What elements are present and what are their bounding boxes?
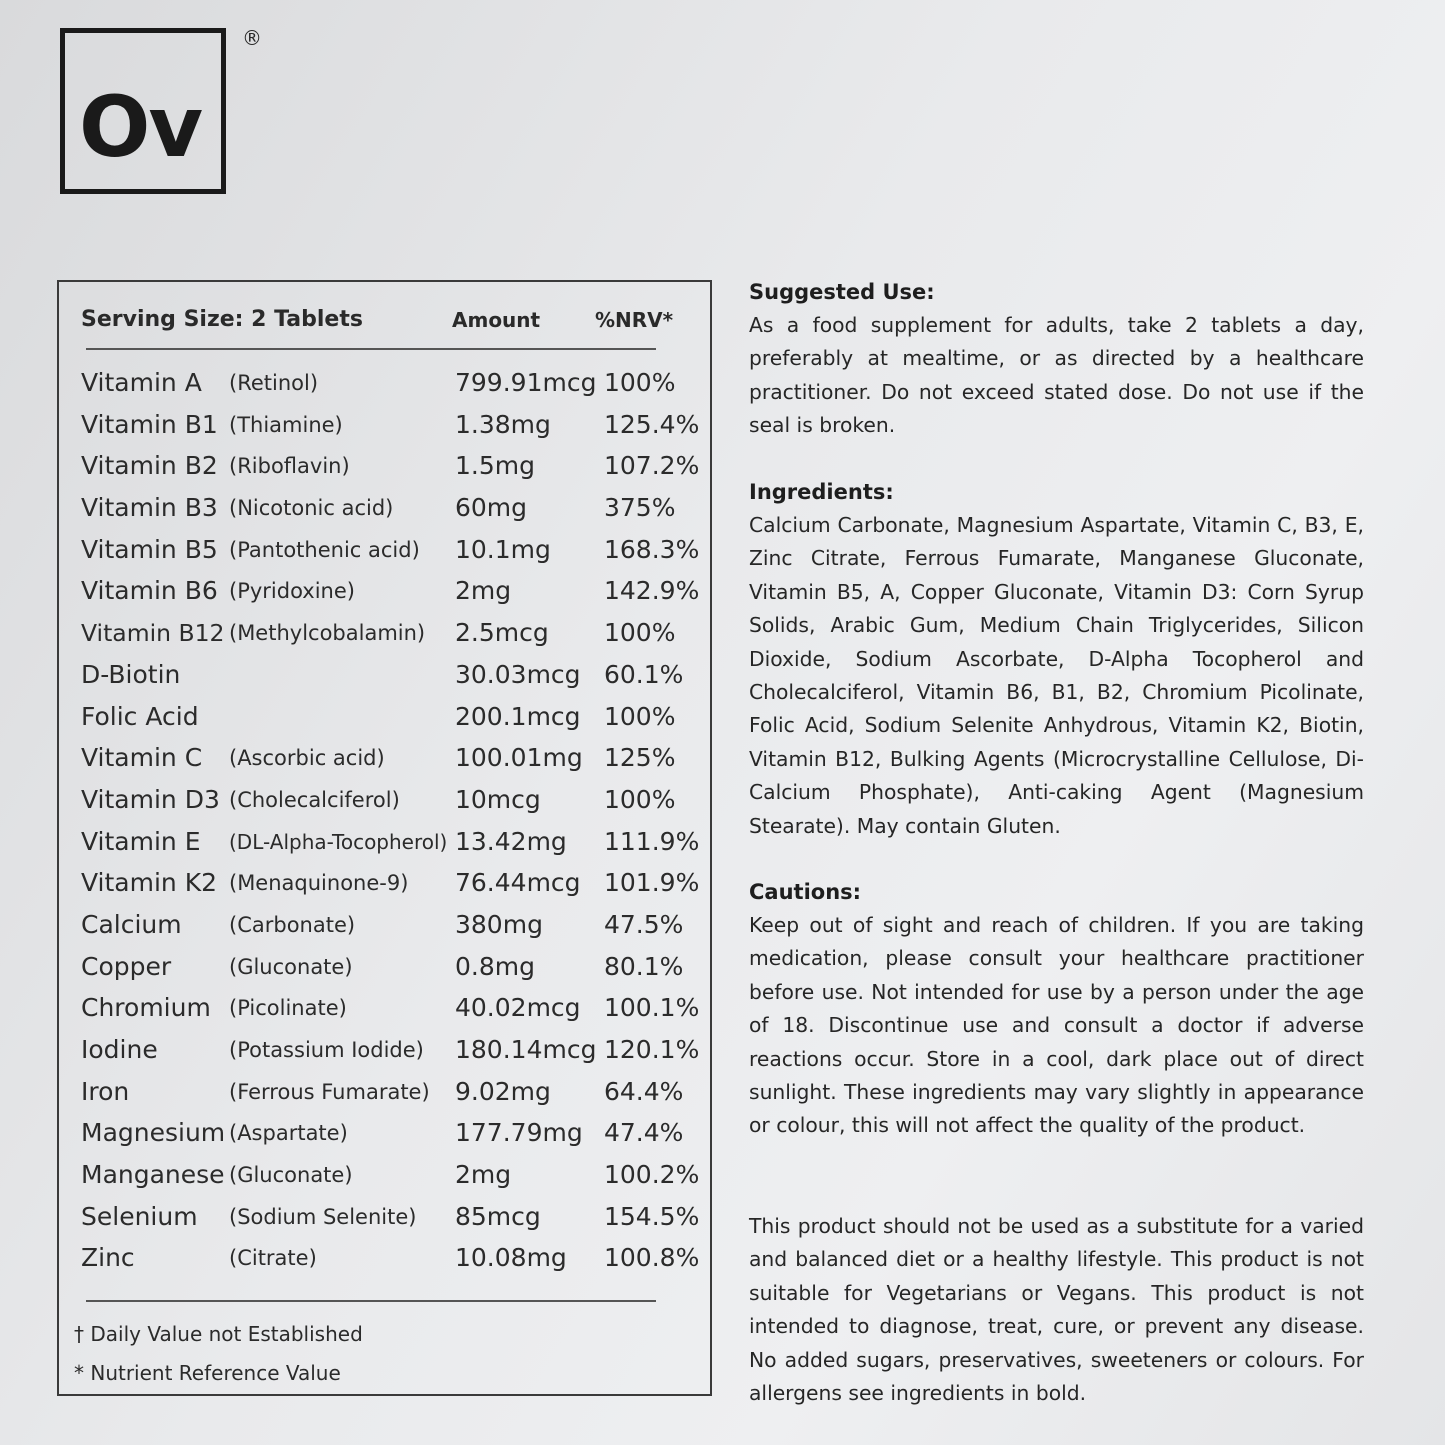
- nutrient-nrv: 120.1%: [604, 1035, 700, 1064]
- nutrient-name: Vitamin B6: [81, 576, 218, 606]
- nutrient-nrv: 60.1%: [604, 659, 684, 689]
- table-row: [59, 407, 714, 449]
- logo-text: Ov: [79, 78, 202, 176]
- cautions-title: Cautions:: [749, 880, 862, 904]
- table-row: [59, 1032, 714, 1074]
- nutrient-amount: 30.03mcg: [455, 659, 581, 689]
- nutrient-name: Vitamin B1: [81, 409, 218, 439]
- nutrient-form: (Cholecalciferol): [229, 787, 400, 812]
- nutrient-name: Chromium: [81, 993, 211, 1023]
- table-divider-bottom: [86, 1300, 656, 1302]
- nutrient-amount: 1.5mg: [455, 451, 535, 481]
- nutrient-nrv: 64.4%: [604, 1076, 684, 1106]
- suggested-use-section: [749, 276, 1364, 443]
- nutrient-form: (Pantothenic acid): [229, 537, 420, 562]
- nutrient-rows: [59, 365, 714, 1282]
- nutrient-amount: 2.5mcg: [455, 618, 549, 648]
- nutrient-amount: 9.02mg: [455, 1076, 551, 1106]
- nutrient-name: Iron: [81, 1076, 130, 1106]
- nutrient-name: Vitamin D3: [81, 784, 220, 814]
- nutrient-nrv: 80.1%: [604, 951, 684, 981]
- nutrient-form: (DL-Alpha-Tocopherol): [229, 829, 448, 854]
- nutrient-name: Calcium: [81, 909, 182, 939]
- table-row: [59, 949, 714, 991]
- cautions-section: [749, 876, 1364, 1143]
- table-row: [59, 1115, 714, 1157]
- nutrient-amount: 85mcg: [455, 1201, 541, 1231]
- table-row: [59, 740, 714, 782]
- nutrient-amount: 10mcg: [455, 784, 541, 814]
- nutrient-form: (Riboflavin): [229, 454, 350, 479]
- table-row: [59, 782, 714, 824]
- nutrient-form: (Potassium Iodide): [229, 1038, 424, 1062]
- nutrient-nrv: 100%: [604, 784, 676, 814]
- suggested-use-title: Suggested Use:: [749, 280, 935, 304]
- nutrient-nrv: 100%: [604, 618, 676, 648]
- brand-logo: [60, 28, 226, 194]
- nutrient-nrv: 100.1%: [604, 993, 700, 1023]
- table-row: [59, 824, 714, 866]
- nutrient-form: (Carbonate): [229, 912, 356, 937]
- table-row: [59, 573, 714, 615]
- nutrient-name: Zinc: [81, 1243, 135, 1273]
- nutrient-nrv: 142.9%: [604, 576, 700, 606]
- nutrient-name: Vitamin A: [81, 368, 202, 397]
- nutrient-amount: 13.42mg: [455, 826, 567, 856]
- nutrient-form: (Aspartate): [229, 1121, 348, 1146]
- table-row: [59, 615, 714, 657]
- nutrient-name: Vitamin B12: [81, 619, 225, 648]
- nutrient-form: (Retinol): [229, 371, 319, 395]
- nutrient-form: (Sodium Selenite): [229, 1204, 417, 1229]
- table-row: [59, 1240, 714, 1282]
- nutrient-name: Folic Acid: [81, 701, 199, 731]
- nutrient-amount: 1.38mg: [455, 409, 551, 439]
- nutrient-nrv: 154.5%: [604, 1201, 700, 1231]
- nutrient-nrv: 100.8%: [604, 1243, 700, 1273]
- nutrient-amount: 200.1mcg: [455, 701, 581, 731]
- nutrient-nrv: 100%: [604, 701, 676, 731]
- nutrient-form: (Methylcobalamin): [229, 621, 426, 646]
- nutrient-amount: 0.8mg: [455, 951, 535, 981]
- nutrient-form: (Gluconate): [229, 1163, 353, 1188]
- nutrient-nrv: 47.4%: [604, 1118, 684, 1148]
- nutrient-nrv: 168.3%: [604, 534, 700, 564]
- nutrition-table: [57, 280, 712, 1396]
- nutrient-amount: 799.91mcg: [455, 368, 597, 397]
- nutrient-nrv: 101.9%: [604, 868, 700, 898]
- nutrient-amount: 60mg: [455, 493, 528, 523]
- disclaimer-section: [749, 1210, 1364, 1410]
- nutrient-name: Vitamin K2: [81, 868, 218, 898]
- nutrient-nrv: 107.2%: [604, 451, 700, 481]
- table-row: [59, 1157, 714, 1199]
- nutrient-name: Vitamin C: [81, 743, 203, 773]
- nutrient-amount: 76.44mcg: [455, 868, 581, 898]
- table-row: [59, 1199, 714, 1241]
- nutrient-form: (Citrate): [229, 1246, 317, 1271]
- suggested-use-body: As a food supplement for adults, take 2 tablets a day, preferably at mealtime, or as directed by a healthcare practitioner. Do not exceed stated dose. Do not use if the seal is broken.: [749, 313, 1364, 438]
- nutrient-nrv: 111.9%: [604, 826, 700, 856]
- nutrient-nrv: 100%: [604, 368, 676, 397]
- ingredients-section: [749, 476, 1364, 843]
- nutrient-amount: 177.79mg: [455, 1118, 583, 1148]
- table-row: [59, 1074, 714, 1116]
- table-row: [59, 532, 714, 574]
- footnote-daily-value: † Daily Value not Established: [74, 1322, 363, 1346]
- disclaimer-body: This product should not be used as a substitute for a varied and balanced diet or a healthy lifestyle. This product is not suitable for Vegetarians or Vegans. This product is not intended to diagnose, treat, cure, or prevent any disease. No added sugars, preservatives, sweeteners or colours. For allergens see ingredients in bold.: [749, 1214, 1364, 1406]
- ingredients-body: Calcium Carbonate, Magnesium Aspartate, Vitamin C, B3, E, Zinc Citrate, Ferrous Fumarate, Manganese Gluconate, Vitamin B5, A, Copper Gluconate, Vitamin D3: Corn Syrup Solids, Arabic Gum, Medium Chain Triglycerides, Silicon Dioxide, Sodium Ascorbate, D-Alpha Tocopherol and Cholecalciferol, Vitamin B6, B1, B2, Chromium Picolinate, Folic Acid, Sodium Selenite Anhydrous, Vitamin K2, Biotin, Vitamin B12, Bulking Agents (Microcrystalline Cellulose, Di-Calcium Phosphate), Anti-caking Agent (Magnesium Stearate). May contain Gluten.: [749, 513, 1364, 838]
- nutrient-amount: 10.1mg: [455, 534, 551, 564]
- amount-header: Amount: [452, 308, 541, 332]
- table-row: [59, 365, 714, 407]
- nutrient-name: Manganese: [81, 1160, 225, 1190]
- footnote-nrv: * Nutrient Reference Value: [74, 1361, 341, 1385]
- table-row: [59, 699, 714, 741]
- nutrient-name: Copper: [81, 951, 172, 981]
- nutrient-nrv: 125%: [604, 743, 676, 773]
- nutrient-amount: 180.14mcg: [455, 1035, 597, 1064]
- nutrient-form: (Ferrous Fumarate): [229, 1079, 430, 1104]
- nutrient-nrv: 47.5%: [604, 909, 684, 939]
- nutrient-amount: 2mg: [455, 576, 512, 606]
- nutrient-name: Iodine: [81, 1035, 158, 1064]
- table-row: [59, 448, 714, 490]
- registered-mark: ®: [242, 26, 262, 50]
- nutrient-form: (Ascorbic acid): [229, 746, 385, 771]
- nutrient-amount: 40.02mcg: [455, 993, 581, 1023]
- nutrient-amount: 10.08mg: [455, 1243, 567, 1273]
- nutrient-form: (Thiamine): [229, 412, 343, 437]
- nutrient-amount: 380mg: [455, 909, 543, 939]
- nutrient-name: D-Biotin: [81, 659, 181, 689]
- table-row: [59, 865, 714, 907]
- nutrient-form: (Pyridoxine): [229, 579, 355, 604]
- nutrient-nrv: 125.4%: [604, 409, 700, 439]
- nutrient-name: Selenium: [81, 1201, 198, 1231]
- table-divider-top: [86, 348, 656, 350]
- table-row: [59, 657, 714, 699]
- nutrient-name: Vitamin E: [81, 826, 201, 856]
- nutrient-form: (Picolinate): [229, 996, 347, 1021]
- nutrient-nrv: 100.2%: [604, 1160, 700, 1190]
- table-row: [59, 490, 714, 532]
- ingredients-title: Ingredients:: [749, 480, 894, 504]
- nutrient-form: (Menaquinone-9): [229, 871, 409, 896]
- table-row: [59, 907, 714, 949]
- nutrient-amount: 2mg: [455, 1160, 512, 1190]
- nutrient-nrv: 375%: [604, 493, 676, 523]
- nutrient-form: (Gluconate): [229, 954, 353, 979]
- table-row: [59, 990, 714, 1032]
- serving-size-header: Serving Size: 2 Tablets: [81, 307, 363, 332]
- cautions-body: Keep out of sight and reach of children. If you are taking medication, please consult your healthcare practitioner before use. Not intended for use by a person under the age of 18. Discontinue use and consult a doctor if adverse reactions occur. Store in a cool, dark place out of direct sunlight. These ingredients may vary slightly in appearance or colour, this will not affect the quality of the product.: [749, 913, 1364, 1138]
- nrv-header: %NRV*: [595, 308, 674, 332]
- nutrient-name: Vitamin B3: [81, 493, 218, 523]
- nutrient-form: (Nicotonic acid): [229, 496, 394, 521]
- nutrient-amount: 100.01mg: [455, 743, 583, 773]
- nutrient-name: Magnesium: [81, 1118, 226, 1148]
- nutrient-name: Vitamin B2: [81, 451, 218, 481]
- nutrient-name: Vitamin B5: [81, 534, 218, 564]
